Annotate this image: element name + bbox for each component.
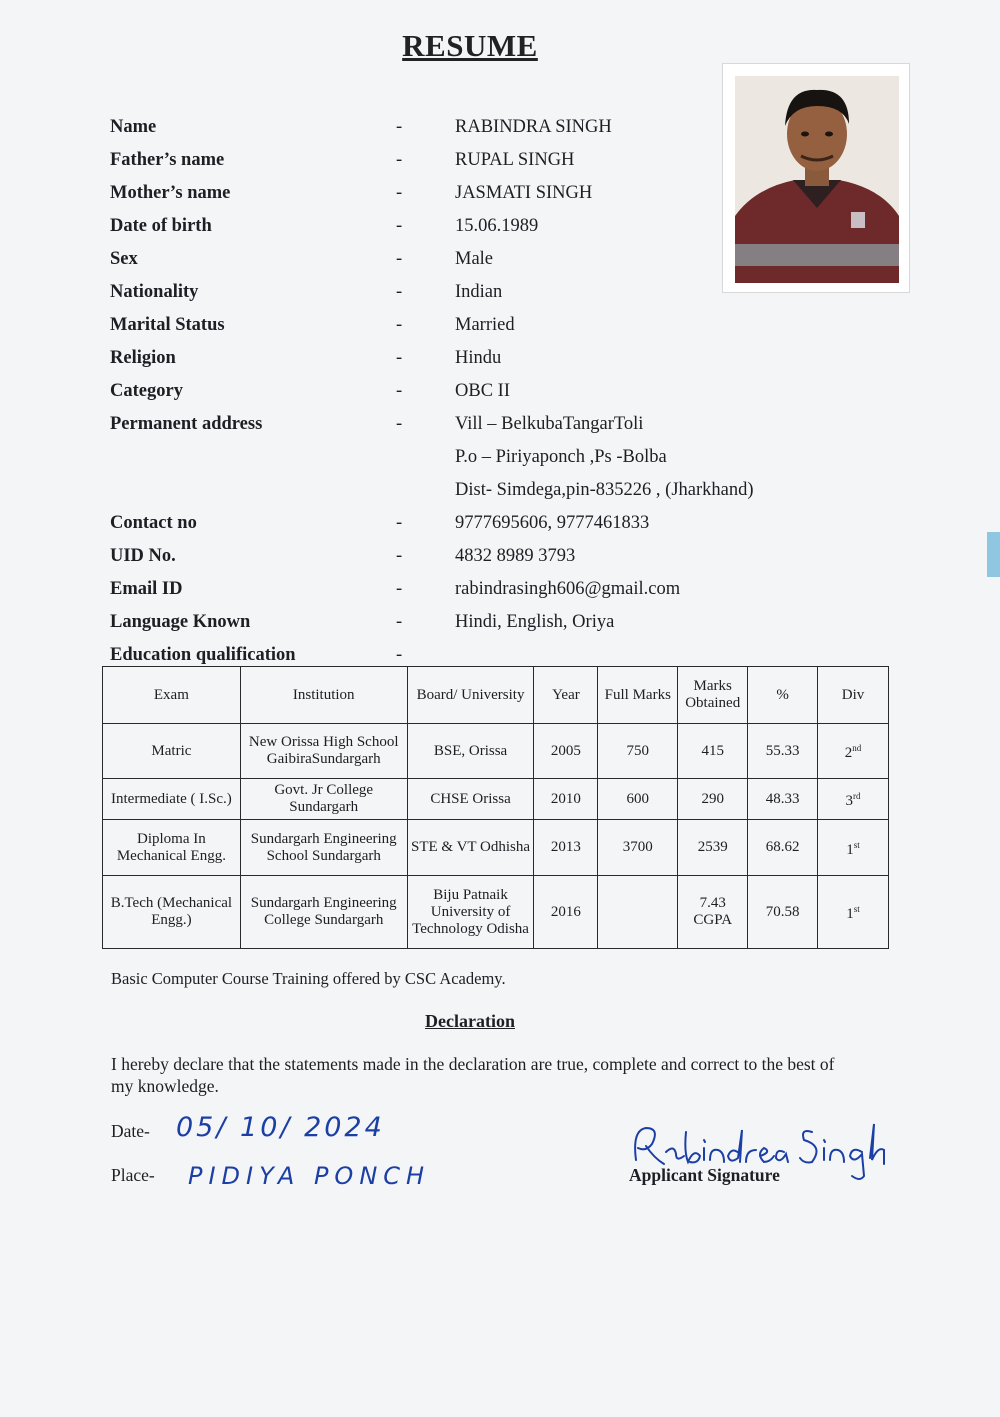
declaration-title: Declaration: [425, 1011, 515, 1031]
full-marks-cell: 750: [598, 724, 678, 779]
field-value: RUPAL SINGH: [455, 150, 575, 170]
field-father-name: [0, 150, 940, 180]
field-uid-no: [0, 546, 940, 576]
field-separator: -: [396, 282, 403, 302]
date-label: Date-: [111, 1121, 150, 1141]
field-label: Education qualification: [110, 645, 296, 665]
field-label: Email ID: [110, 579, 183, 599]
division-suffix: st: [853, 839, 860, 850]
institution-cell: New Orissa High School GaibiraSundargarh: [240, 724, 407, 779]
signature-label: Applicant Signature: [629, 1165, 780, 1185]
column-header: Board/ University: [407, 667, 534, 724]
field-separator: -: [396, 249, 403, 269]
course-note: Basic Computer Course Training offered by CSC Academy.: [111, 969, 506, 988]
division-cell: [818, 779, 889, 820]
field-label: Nationality: [110, 282, 199, 302]
division-cell: [818, 724, 889, 779]
field-nationality: [0, 282, 940, 312]
field-value: JASMATI SINGH: [455, 183, 593, 203]
full-marks-cell: [598, 876, 678, 949]
field-separator: -: [396, 150, 403, 170]
field-mother-name: [0, 183, 940, 213]
place-label: Place-: [111, 1165, 155, 1185]
column-header: Exam: [103, 667, 241, 724]
field-label: Marital Status: [110, 315, 225, 335]
percent-cell: 48.33: [748, 779, 818, 820]
field-separator: -: [396, 216, 403, 236]
field-date-of-birth: [0, 216, 940, 246]
marks-obtained-cell: 290: [678, 779, 748, 820]
field-permanent-address: [0, 414, 940, 444]
field-label: Sex: [110, 249, 138, 269]
division-suffix: st: [853, 904, 860, 914]
field-label: Category: [110, 381, 183, 401]
page-title: RESUME: [402, 28, 538, 63]
exam-cell: Matric: [103, 724, 241, 779]
field-separator: -: [396, 381, 403, 401]
field-contact-no: [0, 513, 940, 543]
field-separator: -: [396, 348, 403, 368]
field-marital-status: [0, 315, 940, 345]
full-marks-cell: 600: [598, 779, 678, 820]
field-value: Married: [455, 315, 515, 335]
field-email-id: [0, 579, 940, 609]
field-separator: -: [396, 183, 403, 203]
field-value: OBC II: [455, 381, 510, 401]
institution-cell: Govt. Jr College Sundargarh: [240, 779, 407, 820]
division-value: 1: [846, 841, 854, 858]
handwritten-date: 05/ 10/ 2024: [176, 1112, 385, 1143]
field-separator: -: [396, 645, 403, 665]
field-separator: -: [396, 546, 403, 566]
field-separator: -: [396, 612, 403, 632]
percent-cell: 70.58: [748, 876, 818, 949]
column-header: Institution: [240, 667, 407, 724]
marks-obtained-cell: 415: [678, 724, 748, 779]
field-label: Name: [110, 117, 157, 137]
percent-cell: 55.33: [748, 724, 818, 779]
division-cell: [818, 876, 889, 949]
field-separator: -: [396, 414, 403, 434]
field-value: Hindu: [455, 348, 502, 368]
address-line: Dist- Simdega,pin-835226 , (Jharkhand): [455, 480, 754, 500]
field-separator: -: [396, 513, 403, 533]
institution-cell: Sundargarh Engineering College Sundargarh: [240, 876, 407, 949]
field-value: RABINDRA SINGH: [455, 117, 612, 137]
field-label: Father’s name: [110, 150, 225, 170]
board-cell: Biju Patnaik University of Technology Odisha: [407, 876, 534, 949]
year-cell: 2010: [534, 779, 598, 820]
handwritten-place: PIDIYA PONCH: [188, 1162, 431, 1190]
division-suffix: nd: [852, 743, 862, 753]
board-cell: BSE, Orissa: [407, 724, 534, 779]
field-label: Mother’s name: [110, 183, 231, 203]
field-value: 4832 8989 3793: [455, 546, 576, 566]
field-value: Male: [455, 249, 494, 269]
field-separator: -: [396, 117, 403, 137]
field-separator: -: [396, 579, 403, 599]
board-cell: CHSE Orissa: [407, 779, 534, 820]
declaration-text: I hereby declare that the statements made in the declaration are true, complete and correct to the best of my knowledge.: [111, 1054, 835, 1096]
year-cell: 2016: [534, 876, 598, 949]
field-label: Date of birth: [110, 216, 212, 236]
exam-cell: B.Tech (Mechanical Engg.): [103, 876, 241, 949]
field-value: 9777695606, 9777461833: [455, 513, 650, 533]
address-line: P.o – Piriyaponch ,Ps -Bolba: [455, 447, 667, 467]
full-marks-cell: 3700: [598, 820, 678, 876]
field-language-known: [0, 612, 940, 642]
address-continuation: [0, 480, 940, 510]
field-religion: [0, 348, 940, 378]
table-row: [103, 724, 889, 779]
table-row: [103, 876, 889, 949]
address-continuation: [0, 447, 940, 477]
field-label: UID No.: [110, 546, 176, 566]
field-label: Permanent address: [110, 414, 263, 434]
column-header: Div: [818, 667, 889, 724]
board-cell: STE & VT Odhisha: [407, 820, 534, 876]
address-line: Vill – BelkubaTangarToli: [455, 414, 644, 434]
table-header-row: [103, 667, 889, 724]
column-header: %: [748, 667, 818, 724]
column-header: Year: [534, 667, 598, 724]
field-value: 15.06.1989: [455, 216, 539, 236]
table-row: [103, 779, 889, 820]
field-label: Language Known: [110, 612, 251, 632]
table-row: [103, 820, 889, 876]
percent-cell: 68.62: [748, 820, 818, 876]
education-table: [102, 666, 889, 949]
field-sex: [0, 249, 940, 279]
division-value: 1: [846, 906, 854, 922]
column-header: Full Marks: [598, 667, 678, 724]
field-name: [0, 117, 940, 147]
division-cell: [818, 820, 889, 876]
year-cell: 2005: [534, 724, 598, 779]
field-label: Contact no: [110, 513, 197, 533]
division-value: 3: [845, 793, 854, 809]
field-label: Religion: [110, 348, 176, 368]
column-header: Marks Obtained: [678, 667, 748, 724]
marks-obtained-cell: 7.43 CGPA: [678, 876, 748, 949]
marks-obtained-cell: 2539: [678, 820, 748, 876]
field-separator: -: [396, 315, 403, 335]
field-category: [0, 381, 940, 411]
year-cell: 2013: [534, 820, 598, 876]
institution-cell: Sundargarh Engineering School Sundargarh: [240, 820, 407, 876]
field-value: rabindrasingh606@gmail.com: [455, 579, 681, 599]
exam-cell: Intermediate ( I.Sc.): [103, 779, 241, 820]
field-value: Hindi, English, Oriya: [455, 612, 615, 632]
field-value: Indian: [455, 282, 503, 302]
division-suffix: rd: [853, 791, 861, 801]
page-edge-tab: [987, 532, 1000, 577]
exam-cell: Diploma In Mechanical Engg.: [103, 820, 241, 876]
division-value: 2: [844, 745, 853, 761]
